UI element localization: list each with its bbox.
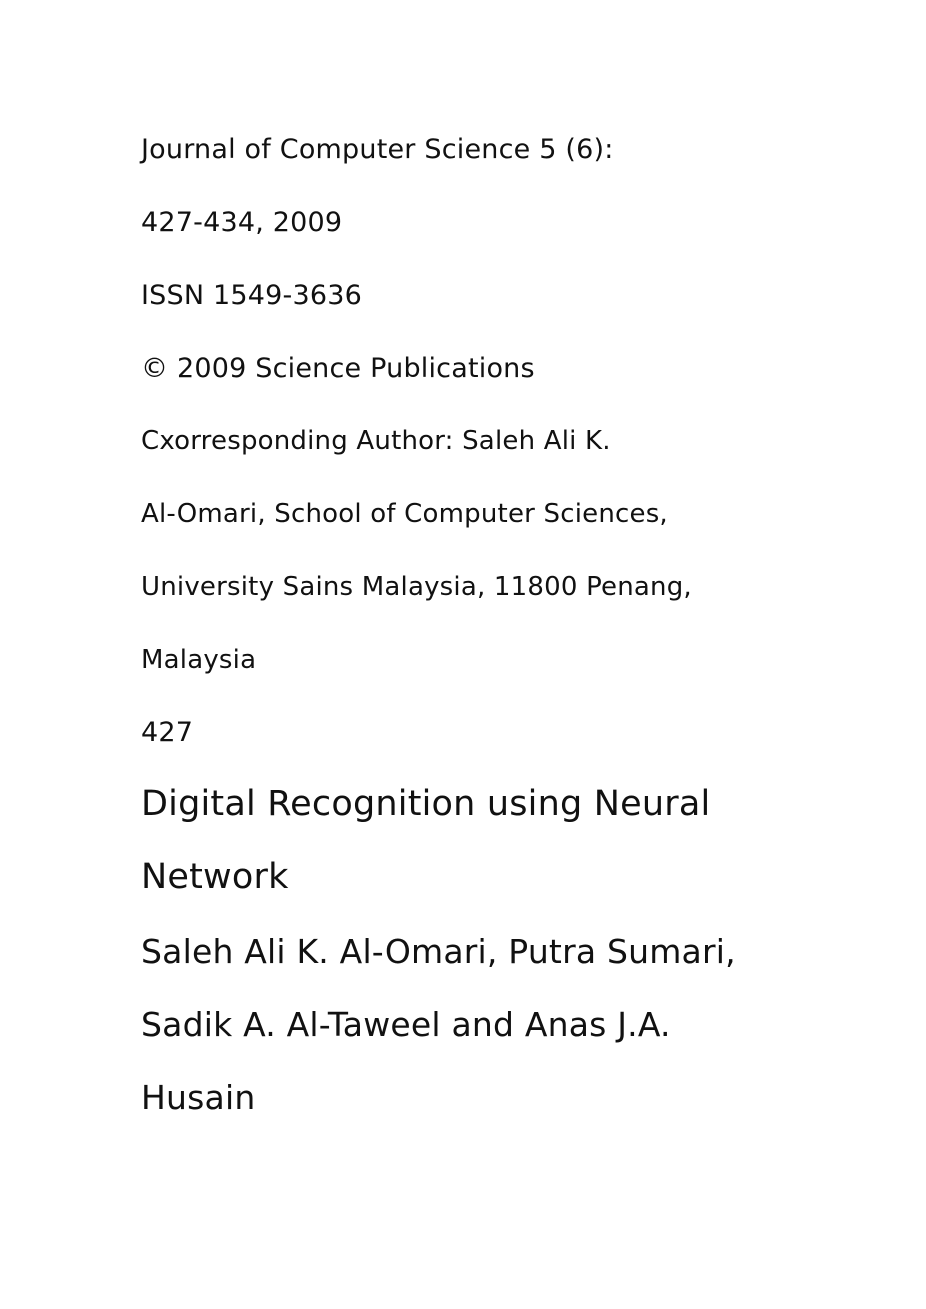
corresponding-author-line-1: Cxorresponding Author: Saleh Ali K. (141, 426, 611, 456)
journal-citation-line-2: 427-434, 2009 (141, 207, 343, 238)
paper-title-line-1: Digital Recognition using Neural (141, 784, 711, 824)
authors-line-1: Saleh Ali K. Al-Omari, Putra Sumari, (141, 932, 736, 971)
page-number: 427 (141, 717, 194, 748)
copyright-notice: © 2009 Science Publications (141, 353, 535, 384)
corresponding-author-line-3: University Sains Malaysia, 11800 Penang, (141, 572, 692, 602)
issn: ISSN 1549-3636 (141, 280, 362, 311)
authors-line-2: Sadik A. Al-Taweel and Anas J.A. (141, 1005, 671, 1044)
authors-line-3: Husain (141, 1078, 256, 1117)
journal-citation-line-1: Journal of Computer Science 5 (6): (141, 134, 614, 165)
corresponding-author-line-2: Al-Omari, School of Computer Sciences, (141, 499, 668, 529)
paper-title-line-2: Network (141, 857, 289, 897)
corresponding-author-line-4: Malaysia (141, 645, 257, 675)
